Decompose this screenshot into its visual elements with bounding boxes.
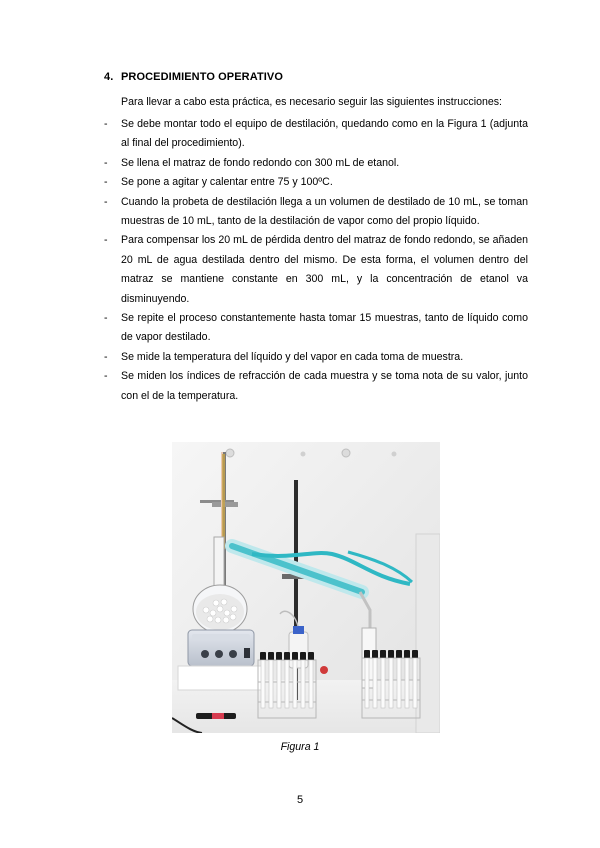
page-number: 5 — [296, 794, 304, 806]
list-item — [104, 309, 528, 348]
bullet-dash: - — [104, 176, 108, 189]
list-item-text: Se debe montar todo el equipo de destilación, quedando como en la Figura 1 (adjunta al final del procedimiento). — [121, 118, 528, 150]
bullet-dash: - — [104, 350, 108, 363]
section-title: PROCEDIMIENTO OPERATIVO — [121, 71, 284, 83]
bullet-dash: - — [104, 195, 108, 208]
list-item — [104, 115, 528, 154]
figure-photo — [172, 442, 440, 733]
bullet-dash: - — [104, 234, 108, 247]
section-number: 4. — [104, 71, 114, 83]
list-item-text: Se llena el matraz de fondo redondo con 300 mL de etanol. — [121, 156, 400, 169]
list-item — [104, 231, 528, 309]
list-item-text: Se repite el proceso constantemente hasta tomar 15 muestras, tanto de líquido como de vapor destilado. — [121, 312, 528, 344]
list-item-text: Se mide la temperatura del líquido y del vapor en cada toma de muestra. — [121, 350, 464, 363]
list-item-text: Para compensar los 20 mL de pérdida dentro del matraz de fondo redondo, se añaden 20 mL de agua destilada dentro del mismo. De esta forma, el volumen dentro del matraz se mantiene constante en 300 mL, y la concentración de etanol va disminuyendo. — [121, 234, 528, 305]
section-heading — [104, 71, 283, 83]
bullet-dash: - — [104, 312, 108, 325]
list-item — [104, 348, 528, 367]
intro-paragraph: Para llevar a cabo esta práctica, es necesario seguir las siguientes instrucciones: — [121, 96, 502, 108]
list-item-text: Se miden los índices de refracción de cada muestra y se toma nota de su valor, junto con el de la temperatura. — [121, 370, 528, 402]
list-item — [104, 193, 528, 232]
list-item — [104, 154, 528, 173]
bullet-dash: - — [104, 118, 108, 130]
list-item-text: Cuando la probeta de destilación llega a un volumen de destilado de 10 mL, se toman muestras de 10 mL, tanto de la destilación de vapor como del propio líquido. — [121, 195, 528, 228]
list-item — [104, 367, 528, 406]
bullet-dash: - — [104, 370, 108, 383]
distillation-apparatus-illustration — [172, 442, 440, 733]
procedure-list — [104, 115, 528, 406]
figure-caption: Figura 1 — [280, 741, 320, 753]
list-item-text: Se pone a agitar y calentar entre 75 y 100ºC. — [121, 176, 333, 189]
bullet-dash: - — [104, 156, 108, 169]
list-item — [104, 173, 528, 192]
